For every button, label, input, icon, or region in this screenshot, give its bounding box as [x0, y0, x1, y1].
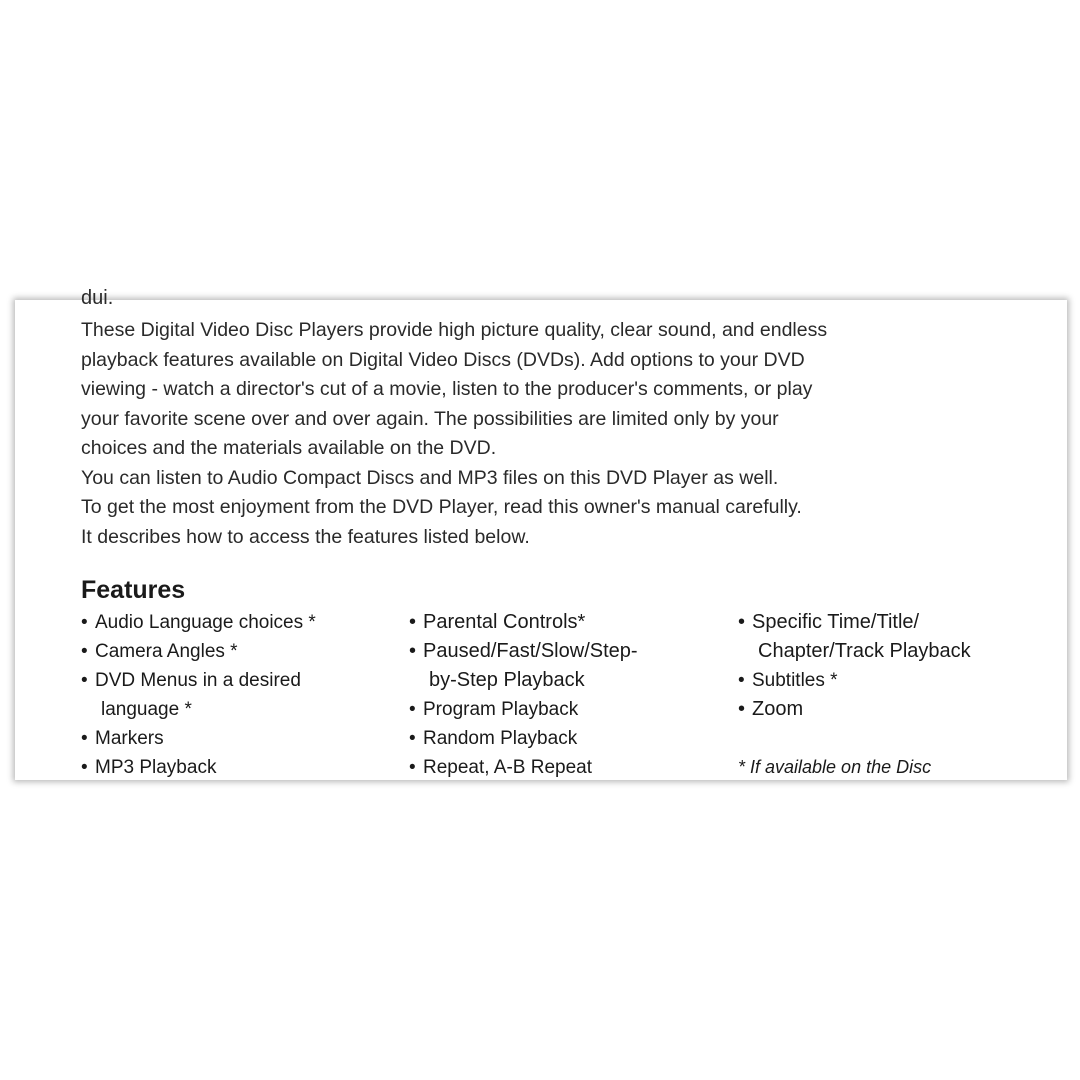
feature-item — [409, 608, 719, 637]
bullet-icon: • — [81, 757, 88, 778]
feature-text: Specific Time/Title/ — [752, 611, 920, 633]
feature-text: Parental Controls* — [423, 611, 586, 633]
feature-item — [738, 666, 1058, 695]
intro-line: These Digital Video Disc Players provide high picture quality, clear sound, and endless — [81, 319, 828, 341]
features-column-2 — [409, 608, 719, 782]
feature-item — [81, 666, 391, 724]
feature-text: Program Playback — [423, 699, 579, 720]
feature-item — [409, 637, 719, 695]
feature-text: Repeat, A-B Repeat — [423, 757, 592, 778]
intro-line: choices and the materials available on the DVD. — [81, 437, 497, 459]
features-heading: Features — [81, 576, 186, 604]
bullet-icon: • — [738, 670, 745, 691]
manual-page-excerpt — [15, 287, 1067, 780]
cut-off-text-line: dui. — [81, 287, 114, 309]
feature-text: DVD Menus in a desired — [95, 670, 301, 691]
feature-item — [81, 753, 391, 782]
bullet-icon: • — [738, 698, 746, 720]
feature-text: Zoom — [752, 698, 804, 720]
feature-item — [81, 608, 391, 637]
feature-text: Paused/Fast/Slow/Step- — [423, 640, 638, 662]
intro-line: To get the most enjoyment from the DVD Player, read this owner's manual carefully. — [81, 496, 802, 518]
bullet-icon: • — [409, 757, 416, 778]
intro-line: your favorite scene over and over again. The possibilities are limited only by your — [81, 407, 779, 430]
feature-item — [738, 695, 1058, 724]
feature-item — [409, 695, 719, 724]
feature-item — [409, 753, 719, 782]
feature-text: Random Playback — [423, 728, 578, 749]
feature-text-continued: Chapter/Track Playback — [758, 640, 971, 662]
intro-line: viewing - watch a director's cut of a movie, listen to the producer's comments, or play — [81, 378, 813, 400]
feature-text: Audio Language choices * — [95, 612, 316, 633]
intro-line: playback features available on Digital Video Discs (DVDs). Add options to your DVD — [81, 348, 805, 371]
feature-text: Subtitles * — [752, 670, 838, 691]
feature-item — [81, 724, 391, 753]
bullet-icon: • — [409, 640, 417, 662]
feature-text-continued: language * — [101, 699, 192, 720]
bullet-icon: • — [409, 611, 417, 633]
bullet-icon: • — [81, 728, 88, 749]
bullet-icon: • — [81, 641, 88, 662]
bullet-icon: • — [409, 699, 416, 720]
feature-text: MP3 Playback — [95, 757, 217, 778]
intro-line: You can listen to Audio Compact Discs and MP3 files on this DVD Player as well. — [81, 466, 779, 489]
feature-item — [409, 724, 719, 753]
features-column-1 — [81, 608, 391, 782]
feature-text: Markers — [95, 728, 164, 749]
bullet-icon: • — [738, 611, 746, 633]
feature-text-continued: by-Step Playback — [429, 669, 585, 691]
feature-text: Camera Angles * — [95, 641, 238, 662]
bullet-icon: • — [81, 670, 88, 691]
availability-footnote: * If available on the Disc — [738, 757, 932, 777]
bullet-icon: • — [81, 612, 88, 633]
feature-item — [81, 637, 391, 666]
intro-line: It describes how to access the features listed below. — [81, 525, 530, 548]
feature-item — [738, 608, 1058, 666]
features-column-3 — [738, 608, 1058, 782]
bullet-icon: • — [409, 728, 416, 749]
intro-paragraph — [81, 316, 981, 552]
